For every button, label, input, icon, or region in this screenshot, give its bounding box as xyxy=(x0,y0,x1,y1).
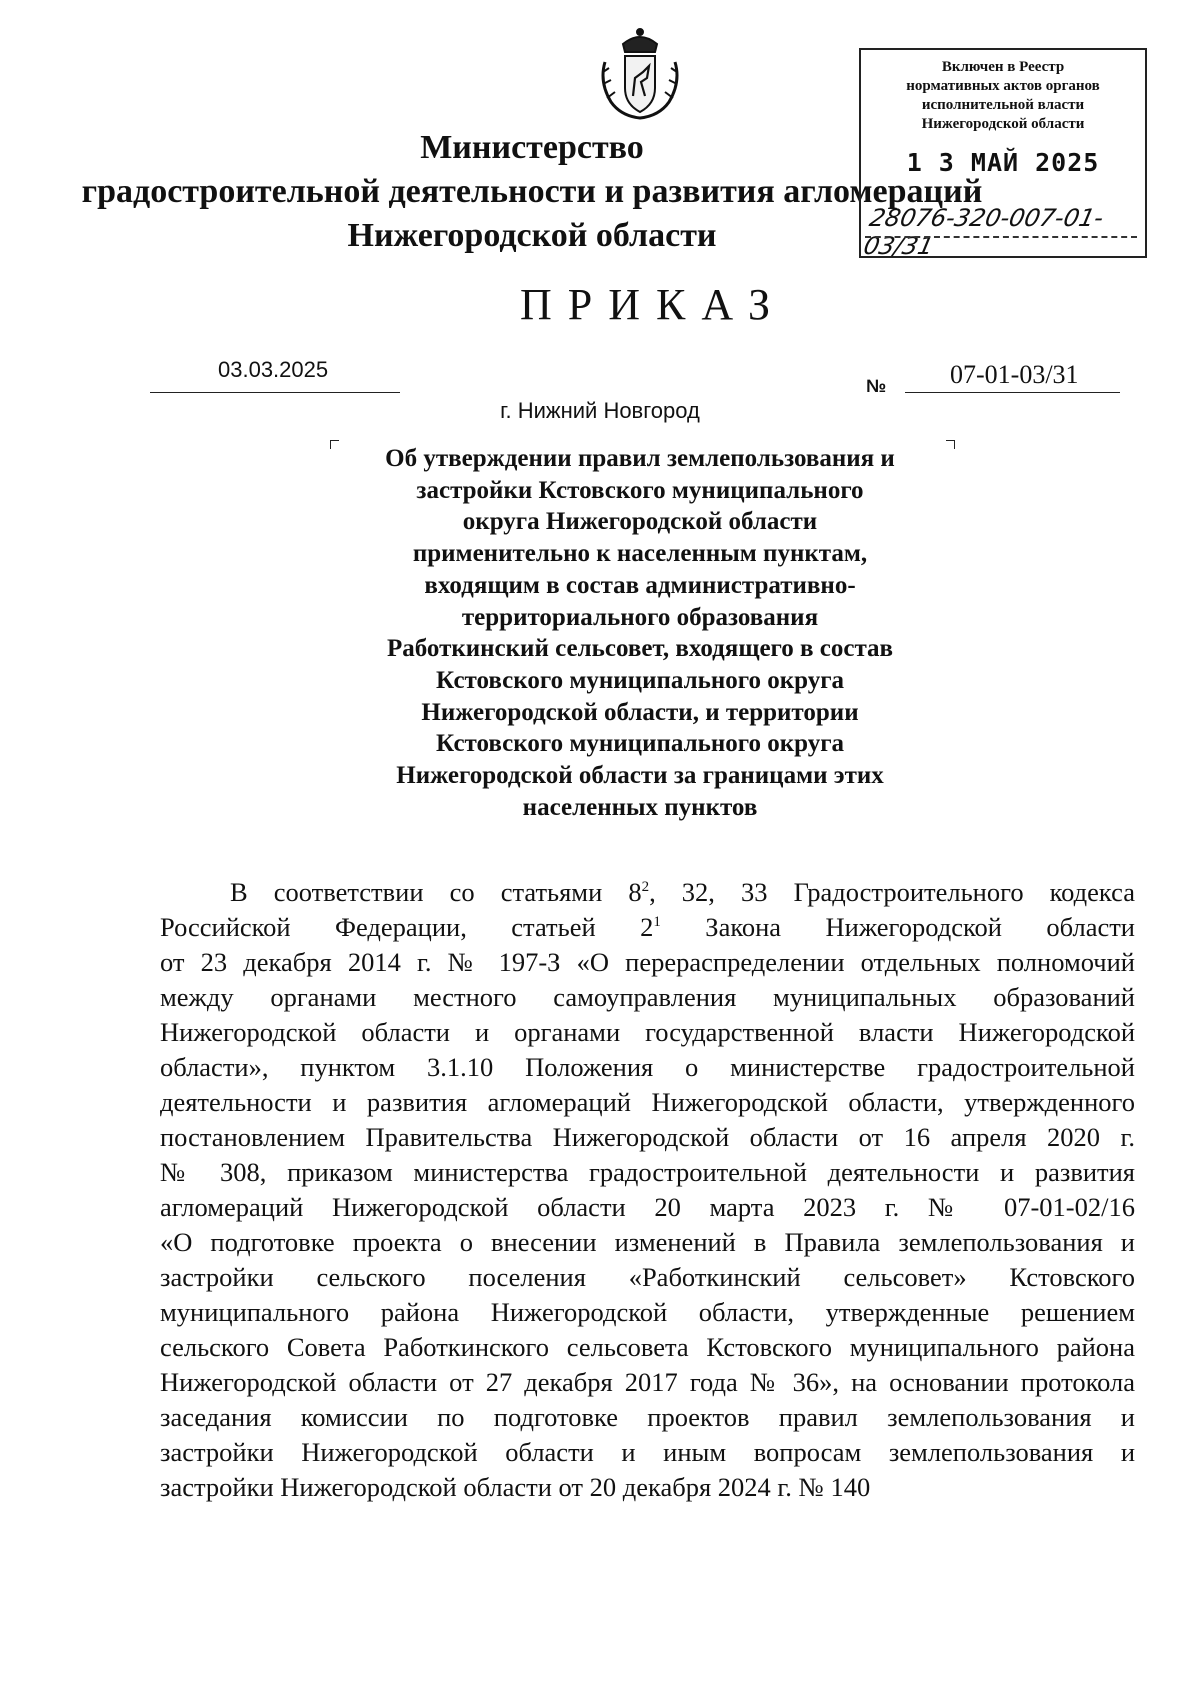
body-line: Нижегородской области и органами государственной власти Нижегородской xyxy=(160,1017,1135,1047)
order-date: 03.03.2025 xyxy=(218,357,329,382)
body-line: заседания комиссии по подготовке проектов правил землепользования и xyxy=(160,1402,1135,1432)
stamp-line3: исполнительной власти xyxy=(921,97,1085,113)
body-text: Закона Нижегородской области xyxy=(660,912,1135,942)
body-line: застройки Нижегородской области от 20 декабря 2024 г. № 140 xyxy=(160,1472,871,1502)
body-line: от 23 декабря 2014 г. № 197-З «О перераспределении отдельных полномочий xyxy=(160,947,1135,977)
subject-line: округа Нижегородской области xyxy=(462,508,818,536)
body-line: между органами местного самоуправления муниципальных образований xyxy=(160,982,1135,1012)
subject-line: Нижегородской области, и территории xyxy=(421,698,859,726)
body-text: В соответствии со статьями 8 xyxy=(230,877,642,907)
body-text: Российской Федерации, статьей 2 xyxy=(160,912,654,942)
body-line: деятельности и развития агломераций Нижегородской области, утвержденного xyxy=(160,1087,1135,1117)
subject-line: Кстовского муниципального округа xyxy=(435,730,845,758)
subject-line: Кстовского муниципального округа xyxy=(435,666,845,694)
body-line: № 308, приказом министерства градостроительной деятельности и развития xyxy=(160,1157,1135,1187)
subject-line: Нижегородской области за границами этих xyxy=(396,762,884,790)
stamp-date: 1 3 МАЙ 2025 xyxy=(906,148,1100,177)
body-line: сельского Совета Работкинского сельсовета Кстовского муниципального района xyxy=(160,1332,1135,1362)
body-line: постановлением Правительства Нижегородской области от 16 апреля 2020 г. xyxy=(160,1122,1135,1152)
document-type-heading: ПРИКАЗ xyxy=(520,280,787,329)
coat-of-arms-emblem xyxy=(595,22,685,122)
subject-line: входящим в состав административно- xyxy=(424,571,856,599)
registry-stamp xyxy=(859,48,1147,258)
stamp-underline xyxy=(865,236,1137,238)
preamble-paragraph xyxy=(160,875,1135,1505)
body-line: агломераций Нижегородской области 20 марта 2023 г. № 07-01-02/16 xyxy=(160,1192,1135,1222)
body-text: , 32, 33 Градостроительного кодекса xyxy=(649,877,1135,907)
superscript: 2 xyxy=(641,879,650,896)
body-line: Нижегородской области от 27 декабря 2017 года № 36», на основании протокола xyxy=(160,1367,1135,1397)
number-sign: № xyxy=(866,376,887,396)
body-line: застройки Нижегородской области и иным вопросам землепользования и xyxy=(160,1437,1135,1467)
city: г. Нижний Новгород xyxy=(500,398,700,423)
ministry-title-line2: градостроительной деятельности и развития агломераций xyxy=(81,173,983,210)
subject-line: территориального образования xyxy=(461,603,819,631)
body-line: «О подготовке проекта о внесении изменений в Правила землепользования и xyxy=(160,1227,1135,1257)
subject-line: применительно к населенным пунктам, xyxy=(412,540,868,568)
stamp-line2: нормативных актов органов xyxy=(906,78,1100,94)
ministry-title-line3: Нижегородской области xyxy=(347,217,717,254)
stamp-line1: Включен в Реестр xyxy=(941,59,1065,75)
body-line: области», пунктом 3.1.10 Положения о министерстве градостроительной xyxy=(160,1052,1135,1082)
order-number: 07-01-03/31 xyxy=(950,360,1079,389)
stamp-registration-number: 28076-320-007-01-03/31 xyxy=(861,204,1107,260)
subject-bracket-right xyxy=(946,440,955,449)
superscript: 1 xyxy=(653,914,661,931)
body-line: застройки сельского поселения «Работкинский сельсовет» Кстовского xyxy=(160,1262,1135,1292)
number-underline xyxy=(905,392,1120,393)
subject-bracket-left xyxy=(330,440,339,449)
stamp-line4: Нижегородской области xyxy=(921,116,1085,132)
date-underline xyxy=(150,392,400,393)
subject-line: Об утверждении правил землепользования и xyxy=(385,445,895,472)
order-subject xyxy=(340,443,940,823)
body-line: муниципального района Нижегородской области, утвержденные решением xyxy=(160,1297,1135,1327)
ministry-title-line1: Министерство xyxy=(420,129,644,166)
subject-line: застройки Кстовского муниципального xyxy=(416,476,864,504)
subject-line: Работкинский сельсовет, входящего в состав xyxy=(386,635,894,663)
subject-line: населенных пунктов xyxy=(522,793,758,821)
body-line xyxy=(160,910,1135,945)
body-line xyxy=(160,875,1135,910)
